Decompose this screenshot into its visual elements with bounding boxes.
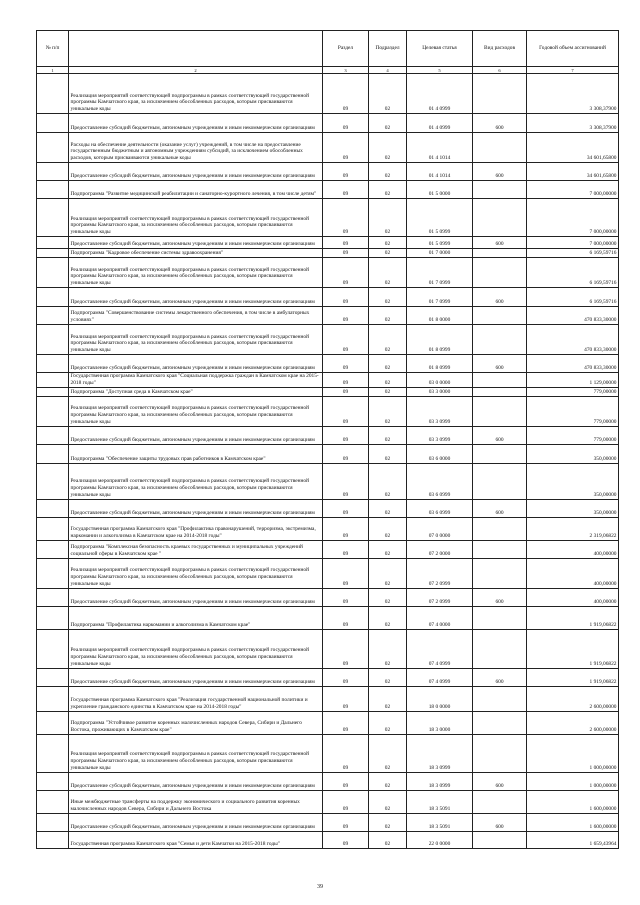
cell-exptype — [473, 711, 527, 734]
cell-amount: 34 601,65800 — [527, 133, 619, 163]
cell-no — [37, 813, 69, 831]
cell-section: 09 — [323, 237, 369, 249]
cell-amount: 470 833,30000 — [527, 307, 619, 325]
cell-no — [37, 540, 69, 558]
cell-section: 09 — [323, 772, 369, 790]
cell-section: 09 — [323, 288, 369, 307]
cell-name: Предоставление субсидий бюджетным, автономным учреждениям и иным некоммерческим организациям — [69, 499, 323, 517]
cell-subsection: 02 — [369, 258, 407, 288]
cell-amount: 400,00000 — [527, 588, 619, 606]
cell-section: 09 — [323, 258, 369, 288]
cell-name: Предоставление субсидий бюджетным, автономным учреждениям и иным некоммерческим организациям — [69, 114, 323, 133]
cell-subsection: 02 — [369, 181, 407, 199]
header-row — [37, 31, 619, 67]
cell-exptype — [473, 199, 527, 237]
cell-section: 09 — [323, 181, 369, 199]
cell-no — [37, 668, 69, 686]
table-row — [37, 444, 619, 463]
cell-amount: 400,00000 — [527, 558, 619, 588]
cell-subsection: 02 — [369, 114, 407, 133]
col-header-name — [69, 31, 323, 67]
cell-name: Предоставление субсидий бюджетным, автономным учреждениям и иным некоммерческим организациям — [69, 588, 323, 606]
cell-name: Предоставление субсидий бюджетным, автономным учреждениям и иным некоммерческим организациям — [69, 813, 323, 831]
cell-no — [37, 686, 69, 711]
cell-no — [37, 444, 69, 463]
table-row — [37, 629, 619, 668]
table-row — [37, 387, 619, 396]
cell-exptype — [473, 558, 527, 588]
table-row — [37, 540, 619, 558]
cell-target: 18 3 0000 — [407, 711, 473, 734]
table-row — [37, 831, 619, 848]
cell-target: 07 4 0000 — [407, 606, 473, 629]
cell-amount: 2 600,00000 — [527, 711, 619, 734]
cell-target: 03 3 0999 — [407, 396, 473, 426]
cell-no — [37, 258, 69, 288]
cell-amount: 1 600,00000 — [527, 790, 619, 813]
cell-exptype — [473, 133, 527, 163]
cell-no — [37, 163, 69, 181]
cell-subsection: 02 — [369, 355, 407, 373]
cell-subsection: 02 — [369, 163, 407, 181]
cell-amount: 350,00000 — [527, 444, 619, 463]
cell-amount: 779,00000 — [527, 426, 619, 444]
cell-target: 03 0 0000 — [407, 373, 473, 388]
table-body — [37, 74, 619, 849]
cell-no — [37, 772, 69, 790]
table-row — [37, 790, 619, 813]
cell-target: 07 0 0000 — [407, 517, 473, 540]
cell-name: Реализация мероприятий соответствующей подпрограммы в рамках соответствующей государственной программы Камчатского края, за исключением обособленных расходов, которым присваиваются уникальные коды — [69, 325, 323, 355]
table-row — [37, 114, 619, 133]
page-number: 39 — [317, 884, 323, 890]
table-row — [37, 686, 619, 711]
cell-section: 09 — [323, 668, 369, 686]
cell-name: Предоставление субсидий бюджетным, автономным учреждениям и иным некоммерческим организациям — [69, 237, 323, 249]
cell-exptype: 600 — [473, 588, 527, 606]
col-header-no: № п/п — [37, 31, 69, 67]
cell-exptype — [473, 517, 527, 540]
cell-exptype — [473, 463, 527, 499]
cell-amount: 1 000,00000 — [527, 772, 619, 790]
cell-target: 18 3 0999 — [407, 734, 473, 772]
cell-section: 09 — [323, 606, 369, 629]
cell-amount: 1 129,00000 — [527, 373, 619, 388]
cell-exptype: 600 — [473, 426, 527, 444]
cell-no — [37, 396, 69, 426]
cell-amount: 350,00000 — [527, 463, 619, 499]
cell-name: Подпрограмма "Устойчивое развитие коренных малочисленных народов Севера, Сибири и Дальнего Востока, проживающих в Камчатском крае" — [69, 711, 323, 734]
table-row — [37, 181, 619, 199]
cell-exptype — [473, 396, 527, 426]
table-row — [37, 74, 619, 114]
cell-amount: 3 308,37900 — [527, 114, 619, 133]
cell-subsection: 02 — [369, 668, 407, 686]
cell-subsection: 02 — [369, 387, 407, 396]
cell-exptype: 600 — [473, 668, 527, 686]
budget-table — [36, 30, 619, 849]
cell-name: Подпрограмма "Обеспечение защиты трудовых прав работников в Камчатском крае" — [69, 444, 323, 463]
cell-target: 03 6 0999 — [407, 463, 473, 499]
cell-amount: 1 000,00000 — [527, 734, 619, 772]
cell-target: 01 4 0999 — [407, 114, 473, 133]
cell-name: Подпрограмма "Совершенствование системы лекарственного обеспечения, в том числе в амбулаторных условиях" — [69, 307, 323, 325]
cell-name: Реализация мероприятий соответствующей подпрограммы в рамках соответствующей государственной программы Камчатского края, за исключением обособленных расходов, которым присваиваются уникальные коды — [69, 199, 323, 237]
cell-no — [37, 355, 69, 373]
cell-amount: 1 919,06822 — [527, 629, 619, 668]
cell-exptype — [473, 606, 527, 629]
table-row — [37, 426, 619, 444]
cell-target: 03 3 0999 — [407, 426, 473, 444]
cell-target: 18 0 0000 — [407, 686, 473, 711]
cell-target: 07 4 0999 — [407, 629, 473, 668]
cell-no — [37, 629, 69, 668]
cell-section: 09 — [323, 686, 369, 711]
cell-subsection: 02 — [369, 307, 407, 325]
table-row — [37, 355, 619, 373]
cell-name: Подпрограмма "Кадровое обеспечение системы здравоохранения" — [69, 249, 323, 258]
cell-no — [37, 711, 69, 734]
cell-target: 01 8 0999 — [407, 325, 473, 355]
cell-no — [37, 387, 69, 396]
budget-sheet — [36, 30, 618, 849]
cell-exptype — [473, 444, 527, 463]
cell-no — [37, 790, 69, 813]
cell-amount: 779,00000 — [527, 396, 619, 426]
table-row — [37, 163, 619, 181]
cell-target: 01 4 0999 — [407, 74, 473, 114]
table-row — [37, 517, 619, 540]
col-header-subsection: Подраздел — [369, 31, 407, 67]
cell-exptype: 600 — [473, 355, 527, 373]
cell-target: 01 8 0000 — [407, 307, 473, 325]
cell-subsection: 02 — [369, 629, 407, 668]
cell-no — [37, 734, 69, 772]
cell-subsection: 02 — [369, 373, 407, 388]
table-row — [37, 307, 619, 325]
cell-subsection: 02 — [369, 396, 407, 426]
cell-section: 09 — [323, 517, 369, 540]
cell-name: Реализация мероприятий соответствующей подпрограммы в рамках соответствующей государственной программы Камчатского края, за исключением обособленных расходов, которым присваиваются уникальные коды — [69, 558, 323, 588]
cell-no — [37, 831, 69, 848]
cell-subsection: 02 — [369, 790, 407, 813]
cell-no — [37, 325, 69, 355]
cell-name: Государственная программа Камчатского края "Социальная поддержка граждан в Камчатском крае на 2015-2018 годы" — [69, 373, 323, 388]
table-row — [37, 325, 619, 355]
cell-exptype: 600 — [473, 237, 527, 249]
cell-section: 09 — [323, 74, 369, 114]
cell-section: 09 — [323, 307, 369, 325]
cell-section: 09 — [323, 426, 369, 444]
cell-amount: 2 319,06822 — [527, 517, 619, 540]
cell-name: Предоставление субсидий бюджетным, автономным учреждениям и иным некоммерческим организациям — [69, 355, 323, 373]
cell-subsection: 02 — [369, 686, 407, 711]
cell-subsection: 02 — [369, 444, 407, 463]
col-number: 6 — [473, 66, 527, 74]
cell-name: Подпрограмма "Развитие медицинской реабилитации и санаторно-курортного лечения, в том числе детям" — [69, 181, 323, 199]
cell-amount: 470 833,30000 — [527, 325, 619, 355]
cell-name: Предоставление субсидий бюджетным, автономным учреждениям и иным некоммерческим организациям — [69, 288, 323, 307]
cell-target: 22 0 0000 — [407, 831, 473, 848]
cell-no — [37, 249, 69, 258]
cell-target: 01 8 0999 — [407, 355, 473, 373]
cell-target: 07 2 0999 — [407, 588, 473, 606]
cell-exptype — [473, 790, 527, 813]
table-row — [37, 668, 619, 686]
cell-subsection: 02 — [369, 133, 407, 163]
cell-amount: 34 601,65800 — [527, 163, 619, 181]
cell-subsection: 02 — [369, 711, 407, 734]
cell-section: 09 — [323, 396, 369, 426]
cell-name: Реализация мероприятий соответствующей подпрограммы в рамках соответствующей государственной программы Камчатского края, за исключением обособленных расходов, которым присваиваются уникальные коды — [69, 258, 323, 288]
cell-section: 09 — [323, 558, 369, 588]
cell-name: Государственная программа Камчатского края "Реализация государственной национальной политики и укрепление гражданского единства в Камчатском крае на 2014-2018 годы" — [69, 686, 323, 711]
cell-amount: 6 169,59716 — [527, 288, 619, 307]
cell-section: 09 — [323, 734, 369, 772]
cell-subsection: 02 — [369, 813, 407, 831]
cell-name: Подпрограмма "Профилактика наркомании и алкоголизма в Камчатском крае" — [69, 606, 323, 629]
cell-name: Реализация мероприятий соответствующей подпрограммы в рамках соответствующей государственной программы Камчатского края, за исключением обособленных расходов, которым присваиваются уникальные коды — [69, 734, 323, 772]
cell-name: Расходы на обеспечение деятельности (оказание услуг) учреждений, в том числе на предоставление государственным бюджетным и автономным учреждениям субсидий, за исключением обособленных расходов, которым присваиваются уникальные коды — [69, 133, 323, 163]
cell-subsection: 02 — [369, 237, 407, 249]
table-row — [37, 133, 619, 163]
header-number-row — [37, 66, 619, 74]
cell-section: 09 — [323, 444, 369, 463]
cell-amount: 1 600,00000 — [527, 813, 619, 831]
cell-name: Государственная программа Камчатского края "Семья и дети Камчатки на 2015-2018 годы" — [69, 831, 323, 848]
cell-no — [37, 288, 69, 307]
cell-amount: 1 919,06822 — [527, 668, 619, 686]
cell-amount: 400,00000 — [527, 540, 619, 558]
cell-no — [37, 463, 69, 499]
cell-target: 03 3 0000 — [407, 387, 473, 396]
cell-target: 03 6 0000 — [407, 444, 473, 463]
table-row — [37, 499, 619, 517]
cell-subsection: 02 — [369, 463, 407, 499]
cell-exptype — [473, 734, 527, 772]
cell-no — [37, 114, 69, 133]
cell-exptype — [473, 831, 527, 848]
cell-name: Иные межбюджетные трансферты на поддержку экономического и социального развития коренных малочисленных народов Севера, Сибири и Дальнего Востока — [69, 790, 323, 813]
cell-section: 09 — [323, 114, 369, 133]
cell-no — [37, 606, 69, 629]
cell-no — [37, 237, 69, 249]
cell-name: Государственная программа Камчатского края "Профилактика правонарушений, терроризма, экстремизма, наркомании и алкоголизма в Камчатском крае на 2014-2018 годы" — [69, 517, 323, 540]
cell-section: 09 — [323, 711, 369, 734]
cell-section: 09 — [323, 463, 369, 499]
cell-section: 09 — [323, 325, 369, 355]
table-row — [37, 373, 619, 388]
table-row — [37, 249, 619, 258]
cell-subsection: 02 — [369, 831, 407, 848]
cell-no — [37, 133, 69, 163]
table-row — [37, 606, 619, 629]
cell-target: 01 7 0999 — [407, 258, 473, 288]
cell-name: Подпрограмма "Доступная среда в Камчатском крае" — [69, 387, 323, 396]
cell-no — [37, 499, 69, 517]
cell-target: 01 5 0999 — [407, 237, 473, 249]
cell-section: 09 — [323, 373, 369, 388]
cell-name: Реализация мероприятий соответствующей подпрограммы в рамках соответствующей государственной программы Камчатского края, за исключением обособленных расходов, которым присваиваются уникальные коды — [69, 629, 323, 668]
cell-subsection: 02 — [369, 540, 407, 558]
cell-exptype — [473, 74, 527, 114]
cell-section: 09 — [323, 163, 369, 181]
col-number: 7 — [527, 66, 619, 74]
cell-subsection: 02 — [369, 606, 407, 629]
table-row — [37, 734, 619, 772]
table-row — [37, 237, 619, 249]
cell-target: 01 5 0999 — [407, 199, 473, 237]
cell-amount: 1 919,06822 — [527, 606, 619, 629]
cell-subsection: 02 — [369, 426, 407, 444]
cell-amount: 6 169,59716 — [527, 249, 619, 258]
cell-exptype: 600 — [473, 772, 527, 790]
table-row — [37, 396, 619, 426]
col-header-target: Целевая статья — [407, 31, 473, 67]
cell-exptype: 600 — [473, 499, 527, 517]
cell-exptype — [473, 325, 527, 355]
col-number: 3 — [323, 66, 369, 74]
cell-amount: 1 659,43964 — [527, 831, 619, 848]
cell-no — [37, 307, 69, 325]
cell-subsection: 02 — [369, 558, 407, 588]
cell-no — [37, 558, 69, 588]
cell-section: 09 — [323, 499, 369, 517]
cell-name: Предоставление субсидий бюджетным, автономным учреждениям и иным некоммерческим организациям — [69, 163, 323, 181]
table-row — [37, 258, 619, 288]
cell-exptype — [473, 373, 527, 388]
cell-section: 09 — [323, 813, 369, 831]
cell-no — [37, 588, 69, 606]
cell-subsection: 02 — [369, 325, 407, 355]
cell-no — [37, 181, 69, 199]
table-row — [37, 772, 619, 790]
cell-subsection: 02 — [369, 734, 407, 772]
cell-name: Реализация мероприятий соответствующей подпрограммы в рамках соответствующей государственной программы Камчатского края, за исключением обособленных расходов, которым присваиваются уникальные коды — [69, 463, 323, 499]
cell-section: 09 — [323, 387, 369, 396]
cell-no — [37, 199, 69, 237]
cell-no — [37, 517, 69, 540]
cell-subsection: 02 — [369, 588, 407, 606]
cell-name: Предоставление субсидий бюджетным, автономным учреждениям и иным некоммерческим организациям — [69, 668, 323, 686]
cell-name: Подпрограмма "Комплексная безопасность краевых государственных и муниципальных учреждений социальной сферы в Камчатском крае " — [69, 540, 323, 558]
cell-target: 01 7 0000 — [407, 249, 473, 258]
cell-target: 18 3 5091 — [407, 790, 473, 813]
cell-target: 07 4 0999 — [407, 668, 473, 686]
cell-section: 09 — [323, 540, 369, 558]
cell-amount: 7 000,00000 — [527, 199, 619, 237]
table-row — [37, 288, 619, 307]
cell-amount: 6 169,59716 — [527, 258, 619, 288]
cell-subsection: 02 — [369, 772, 407, 790]
col-number: 1 — [37, 66, 69, 74]
col-header-exptype: Вид расходов — [473, 31, 527, 67]
cell-section: 09 — [323, 199, 369, 237]
cell-target: 01 7 0999 — [407, 288, 473, 307]
table-row — [37, 558, 619, 588]
cell-no — [37, 426, 69, 444]
cell-subsection: 02 — [369, 199, 407, 237]
cell-target: 01 4 1014 — [407, 133, 473, 163]
cell-target: 18 3 5091 — [407, 813, 473, 831]
cell-target: 07 2 0999 — [407, 558, 473, 588]
cell-exptype: 600 — [473, 114, 527, 133]
cell-section: 09 — [323, 629, 369, 668]
table-row — [37, 199, 619, 237]
table-row — [37, 813, 619, 831]
table-row — [37, 463, 619, 499]
cell-amount: 779,00000 — [527, 387, 619, 396]
cell-exptype — [473, 181, 527, 199]
cell-exptype: 600 — [473, 813, 527, 831]
cell-no — [37, 373, 69, 388]
col-number: 4 — [369, 66, 407, 74]
cell-amount: 470 833,30000 — [527, 355, 619, 373]
cell-exptype: 600 — [473, 163, 527, 181]
cell-section: 09 — [323, 588, 369, 606]
cell-section: 09 — [323, 831, 369, 848]
col-number: 5 — [407, 66, 473, 74]
cell-exptype — [473, 686, 527, 711]
cell-target: 01 5 0000 — [407, 181, 473, 199]
col-header-section: Раздел — [323, 31, 369, 67]
cell-exptype — [473, 307, 527, 325]
cell-name: Предоставление субсидий бюджетным, автономным учреждениям и иным некоммерческим организациям — [69, 426, 323, 444]
cell-subsection: 02 — [369, 517, 407, 540]
cell-name: Реализация мероприятий соответствующей подпрограммы в рамках соответствующей государственной программы Камчатского края, за исключением обособленных расходов, которым присваиваются уникальные коды — [69, 74, 323, 114]
cell-exptype — [473, 258, 527, 288]
cell-target: 03 6 0999 — [407, 499, 473, 517]
cell-amount: 3 308,37900 — [527, 74, 619, 114]
cell-amount: 7 000,00000 — [527, 181, 619, 199]
cell-subsection: 02 — [369, 249, 407, 258]
cell-exptype — [473, 249, 527, 258]
cell-name: Реализация мероприятий соответствующей подпрограммы в рамках соответствующей государственной программы Камчатского края, за исключением обособленных расходов, которым присваиваются уникальные коды — [69, 396, 323, 426]
cell-subsection: 02 — [369, 74, 407, 114]
cell-target: 01 4 1014 — [407, 163, 473, 181]
cell-subsection: 02 — [369, 499, 407, 517]
col-header-amount: Годовой объем ассигнований — [527, 31, 619, 67]
cell-section: 09 — [323, 249, 369, 258]
cell-section: 09 — [323, 790, 369, 813]
cell-amount: 7 000,00000 — [527, 237, 619, 249]
col-number: 2 — [69, 66, 323, 74]
cell-amount: 2 600,00000 — [527, 686, 619, 711]
cell-subsection: 02 — [369, 288, 407, 307]
cell-exptype — [473, 540, 527, 558]
cell-no — [37, 74, 69, 114]
table-row — [37, 711, 619, 734]
cell-name: Предоставление субсидий бюджетным, автономным учреждениям и иным некоммерческим организациям — [69, 772, 323, 790]
cell-exptype — [473, 629, 527, 668]
cell-amount: 350,00000 — [527, 499, 619, 517]
cell-target: 18 3 0999 — [407, 772, 473, 790]
cell-target: 07 2 0000 — [407, 540, 473, 558]
cell-exptype: 600 — [473, 288, 527, 307]
cell-exptype — [473, 387, 527, 396]
cell-section: 09 — [323, 355, 369, 373]
cell-section: 09 — [323, 133, 369, 163]
table-row — [37, 588, 619, 606]
